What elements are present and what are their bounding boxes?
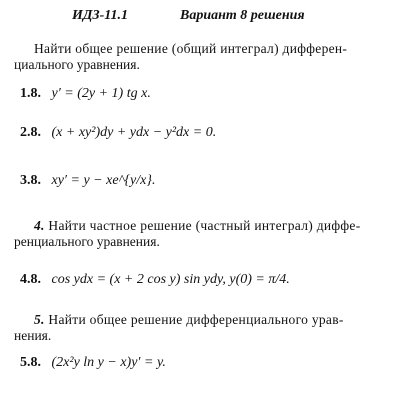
problem-equation: y′ = (2y + 1) tg x.	[51, 86, 151, 101]
problem-equation: xy′ = y − xe^{y/x}.	[51, 173, 156, 188]
problem-4-8	[20, 272, 290, 288]
problem-label: 2.8.	[20, 125, 41, 140]
task-number: 4.	[34, 218, 45, 233]
problem-equation: (2x²y ln y − x)y′ = y.	[51, 355, 166, 370]
problem-1-8	[20, 86, 151, 102]
task-number: 5.	[34, 312, 45, 327]
task-text-line	[14, 312, 386, 328]
task-text-line: циального уравнения.	[14, 57, 140, 72]
task-text-line	[14, 218, 386, 234]
task-statement-particular	[14, 218, 386, 250]
problem-label: 5.8.	[20, 355, 41, 370]
task-text-line: ренциального уравнения.	[14, 234, 160, 249]
problem-label: 3.8.	[20, 173, 41, 188]
problem-5-8	[20, 355, 166, 371]
problem-2-8	[20, 125, 216, 141]
task-text-line: Найти общее решение (общий интеграл) дифферен-	[34, 41, 348, 56]
task-statement-general	[14, 41, 386, 73]
assignment-code: ИДЗ-11.1	[72, 8, 128, 23]
task-text-line: нения.	[14, 328, 52, 343]
problem-label: 1.8.	[20, 86, 41, 101]
task-text: Найти частное решение (частный интеграл) диффе-	[48, 218, 361, 233]
task-text: Найти общее решение дифференциального урав-	[48, 312, 344, 327]
task-statement-general-2	[14, 312, 386, 344]
problem-equation: (x + xy²)dy + ydx − y²dx = 0.	[51, 125, 217, 140]
problem-3-8	[20, 173, 155, 189]
problem-equation: cos ydx = (x + 2 cos y) sin ydy, y(0) = π/4.	[51, 272, 290, 287]
variant-title: Вариант 8 решения	[180, 8, 305, 23]
problem-label: 4.8.	[20, 272, 41, 287]
